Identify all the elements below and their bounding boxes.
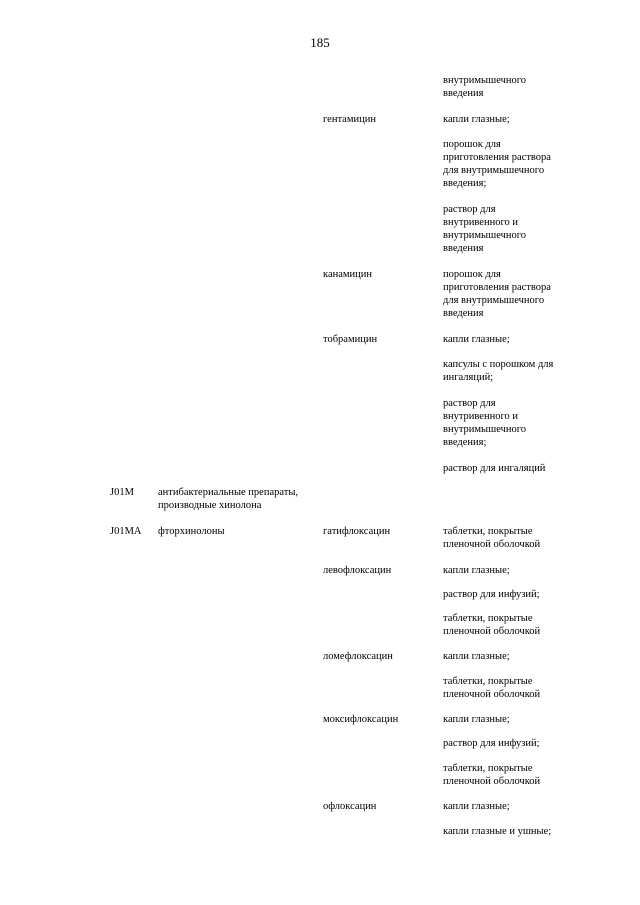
dosage-form-text: капли глазные; (443, 334, 510, 345)
dosage-form-text: раствор для инфузий; (443, 589, 540, 600)
atc-group-name: антибактериальные препараты, производные хинолона (158, 487, 299, 511)
dosage-form-text: таблетки, покрытые пленочной оболочкой (443, 763, 541, 787)
dosage-form-text: раствор для ингаляций (443, 463, 546, 474)
atc-group-name: фторхинолоны (158, 526, 225, 537)
dosage-form-text: таблетки, покрытые пленочной оболочкой (443, 613, 541, 637)
drug-name: тобрамицин (323, 334, 378, 345)
dosage-form-text: таблетки, покрытые пленочной оболочкой (443, 676, 541, 700)
dosage-form-text: капсулы с порошком для ингаляций; (443, 359, 554, 383)
dosage-form-text: капли глазные; (443, 714, 510, 725)
dosage-form-text: раствор для инфузий; (443, 738, 540, 749)
dosage-form-text: капли глазные и ушные; (443, 826, 552, 837)
drug-name: офлоксацин (323, 801, 377, 812)
dosage-form-text: таблетки, покрытые пленочной оболочкой (443, 526, 541, 550)
dosage-form-text: порошок для приготовления раствора для внутримышечного введения; (443, 139, 551, 189)
drug-name: моксифлоксацин (323, 714, 399, 725)
atc-code: J01M (110, 487, 134, 498)
dosage-form-text: внутримышечного введения (443, 75, 527, 99)
drug-name: левофлоксацин (323, 565, 392, 576)
page-number: 185 (310, 35, 330, 50)
dosage-form-text: раствор для внутривенного и внутримышечного введения; (443, 398, 527, 448)
drug-name: гатифлоксацин (323, 526, 391, 537)
dosage-form-text: капли глазные; (443, 565, 510, 576)
drug-name: ломефлоксацин (323, 651, 393, 662)
drug-name: канамицин (323, 269, 373, 280)
dosage-form-text: капли глазные; (443, 651, 510, 662)
dosage-form-text: капли глазные; (443, 114, 510, 125)
drug-name: гентамицин (323, 114, 376, 125)
dosage-form-text: раствор для внутривенного и внутримышечного введения (443, 204, 527, 254)
atc-code: J01MA (110, 526, 142, 537)
dosage-form-text: порошок для приготовления раствора для внутримышечного введения (443, 269, 551, 319)
dosage-form-text: капли глазные; (443, 801, 510, 812)
